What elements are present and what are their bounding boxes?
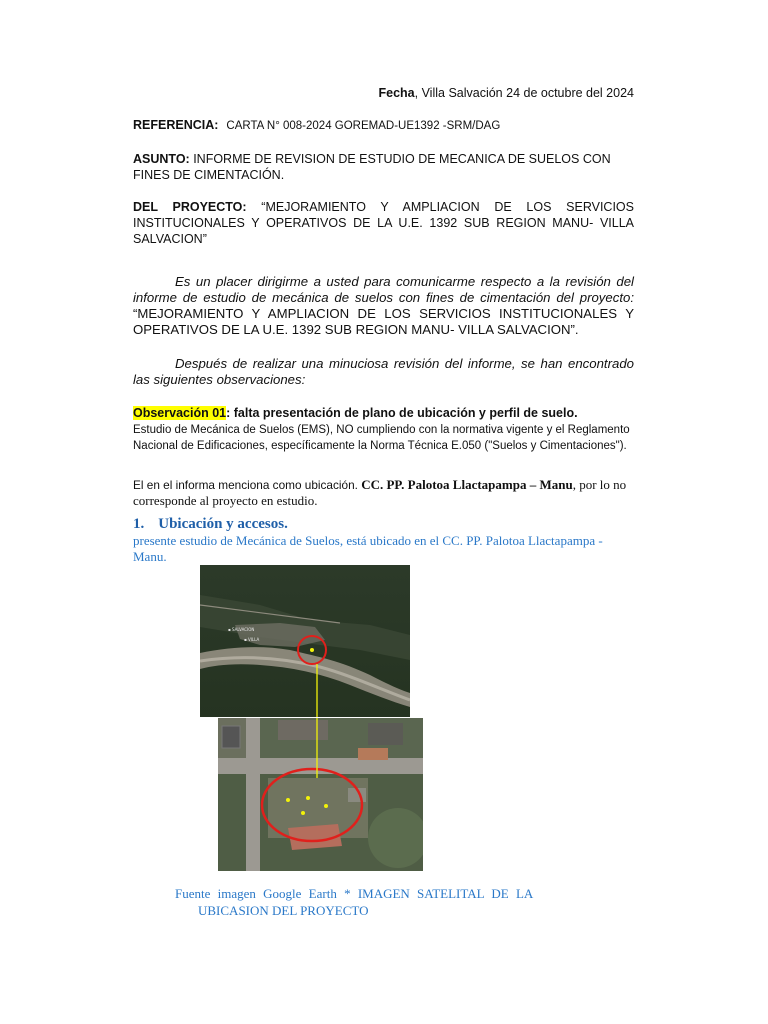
observation-label: Observación 01 bbox=[133, 406, 227, 420]
location-note-post: , por lo no corresponde al proyecto en estudio. bbox=[133, 477, 627, 508]
location-text: presente estudio de Mecánica de Suelos, está ubicado en el CC. PP. Palotoa Llactapampa - Manu. bbox=[133, 533, 603, 564]
image-caption-line1: Fuente imagen Google Earth * IMAGEN SATELITAL DE LA bbox=[175, 886, 534, 901]
observation-title: : falta presentación de plano de ubicación y perfil de suelo. bbox=[226, 406, 578, 420]
section-heading bbox=[133, 516, 288, 533]
date-label: Fecha bbox=[378, 86, 415, 100]
satellite-image-regional bbox=[200, 565, 410, 717]
section-number: 1. bbox=[133, 516, 145, 532]
project-label: DEL PROYECTO: bbox=[133, 200, 247, 214]
location-note-place: CC. PP. Palotoa Llactapampa – Manu bbox=[361, 477, 573, 492]
subject-line bbox=[133, 151, 634, 183]
reference-text: CARTA N° 008-2024 GOREMAD-UE1392 -SRM/DAG bbox=[226, 120, 501, 132]
observations-intro-text: Después de realizar una minuciosa revisión del informe, se han encontrado las siguientes observaciones: bbox=[133, 356, 634, 387]
intro-italic: Es un placer dirigirme a usted para comunicarme respecto a la revisión del informe de estudio de mecánica de suelos con fines de cimentación del proyecto: bbox=[133, 274, 634, 305]
observation-01 bbox=[133, 405, 634, 454]
location-note-pre: El en el informa menciona como ubicación. bbox=[133, 478, 362, 492]
svg-text:▪ SALVACION: ▪ SALVACION bbox=[228, 627, 255, 632]
image-caption-line2: UBICASION DEL PROYECTO bbox=[198, 903, 369, 918]
intro-project-name: “MEJORAMIENTO Y AMPLIACION DE LOS SERVICIOS INSTITUCIONALES Y OPERATIVOS DE LA U.E. 1392 SUB REGION MANU- VILLA SALVACION”. bbox=[133, 306, 634, 337]
intro-paragraph bbox=[133, 274, 634, 338]
reference-line bbox=[133, 118, 500, 132]
subject-text: INFORME DE REVISION DE ESTUDIO DE MECANICA DE SUELOS CON FINES DE CIMENTACIÓN. bbox=[133, 152, 611, 182]
location-note bbox=[133, 477, 634, 509]
section-title: Ubicación y accesos. bbox=[158, 516, 288, 532]
project-line bbox=[133, 199, 634, 247]
date-text: , Villa Salvación 24 de octubre del 2024 bbox=[414, 86, 634, 100]
reference-label: REFERENCIA: bbox=[133, 118, 219, 132]
letter-date bbox=[378, 86, 634, 100]
subject-label: ASUNTO: bbox=[133, 152, 190, 166]
observation-body: Estudio de Mecánica de Suelos (EMS), NO cumpliendo con la normativa vigente y el Reglamento Nacional de Edificaciones, específicamente la Norma Técnica E.050 ("Suelos y Cimentaciones"). bbox=[133, 424, 630, 452]
satellite-image-closeup bbox=[218, 718, 423, 871]
project-text: “MEJORAMIENTO Y AMPLIACION DE LOS SERVICIOS INSTITUCIONALES Y OPERATIVOS DE LA U.E. 1392 SUB REGION MANU- VILLA SALVACION” bbox=[133, 200, 634, 246]
observations-intro bbox=[133, 356, 634, 388]
svg-text:▪ VILLA: ▪ VILLA bbox=[244, 637, 260, 642]
